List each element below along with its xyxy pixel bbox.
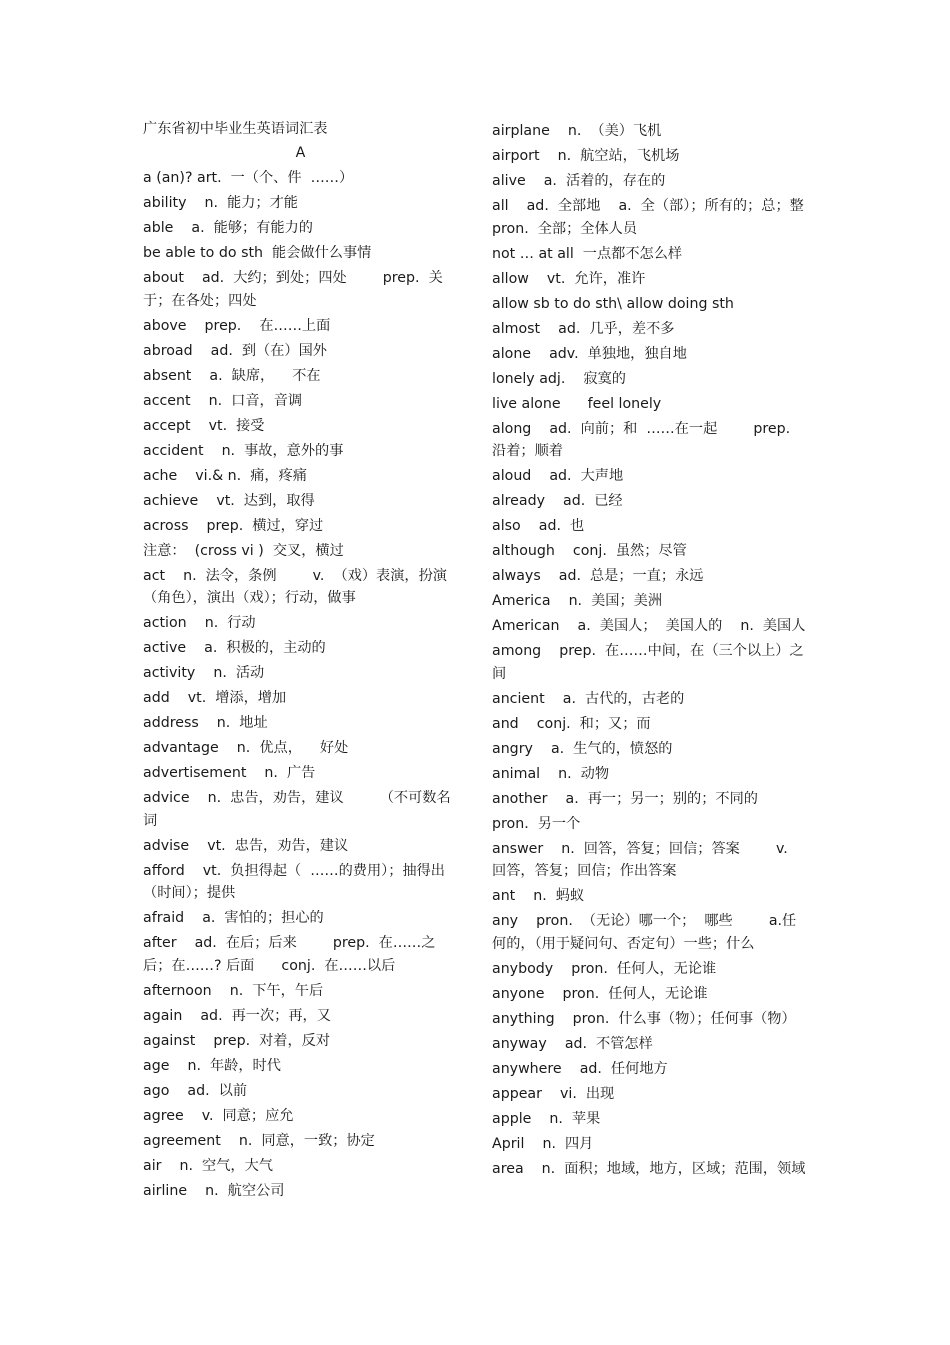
vocab-entry: age n. 年龄，时代 bbox=[143, 1057, 281, 1074]
left-entry-list bbox=[143, 167, 458, 1202]
vocab-entry: afford vt. 负担得起（ ……的费用）；抽得出（时间）；提供 bbox=[143, 862, 445, 901]
vocab-entry: all ad. 全部地 a. 全（部）；所有的；总；整 pron. 全部；全体人员 bbox=[492, 198, 822, 237]
vocab-entry: a (an)? art. 一（个、件 ……） bbox=[143, 170, 354, 186]
vocab-entry: across prep. 横过，穿过 bbox=[143, 517, 324, 534]
vocab-entry: not … at all 一点都不怎么样 bbox=[492, 245, 683, 262]
vocab-entry: again ad. 再一次；再，又 bbox=[143, 1007, 331, 1024]
right-entry-list bbox=[492, 120, 822, 1180]
vocab-entry: airport n. 航空站，飞机场 bbox=[492, 148, 680, 164]
vocab-entry: airline n. 航空公司 bbox=[143, 1182, 285, 1199]
vocab-entry: anywhere ad. 任何地方 bbox=[492, 1060, 668, 1077]
vocab-entry: advertisement n. 广告 bbox=[143, 765, 316, 781]
right-column bbox=[492, 118, 822, 1183]
vocab-entry: animal n. 动物 bbox=[492, 765, 610, 782]
page-title: 广东省初中毕业生英语词汇表 bbox=[143, 121, 328, 137]
vocab-entry: already ad. 已经 bbox=[492, 493, 623, 509]
vocab-entry: ancient a. 古代的，古老的 bbox=[492, 690, 685, 707]
vocab-entry: ago ad. 以前 bbox=[143, 1082, 248, 1099]
vocab-entry: alive a. 活着的，存在的 bbox=[492, 173, 666, 189]
vocab-entry: ache vi.& n. 痛，疼痛 bbox=[143, 467, 307, 484]
vocab-entry: angry a. 生气的，愤怒的 bbox=[492, 740, 673, 757]
vocab-entry: apple n. 苹果 bbox=[492, 1110, 601, 1127]
vocab-entry: about ad. 大约；到处；四处 prep. 关于；在各处；四处 bbox=[143, 270, 443, 309]
vocab-entry: American a. 美国人； 美国人的 n. 美国人 bbox=[492, 618, 806, 634]
vocab-entry: area n. 面积；地域，地方，区域；范围，领域 bbox=[492, 1160, 806, 1177]
vocab-entry: act n. 法令，条例 v. （戏）表演，扮演（角色），演出（戏）；行动，做事 bbox=[143, 567, 447, 606]
vocab-entry: action n. 行动 bbox=[143, 615, 256, 631]
vocab-entry: against prep. 对着，反对 bbox=[143, 1032, 331, 1049]
vocab-entry: address n. 地址 bbox=[143, 715, 268, 731]
vocab-entry: after ad. 在后；后来 prep. 在……之后；在……? 后面 conj. 在……以后 bbox=[143, 935, 436, 974]
vocab-entry: air n. 空气，大气 bbox=[143, 1157, 273, 1174]
vocab-entry: and conj. 和；又；而 bbox=[492, 715, 651, 732]
vocab-entry: active a. 积极的，主动的 bbox=[143, 640, 326, 656]
vocab-entry: be able to do sth 能会做什么事情 bbox=[143, 245, 372, 261]
vocab-entry: although conj. 虽然；尽管 bbox=[492, 543, 687, 559]
vocab-entry: absent a. 缺席， 不在 bbox=[143, 367, 321, 384]
vocab-entry: advantage n. 优点， 好处 bbox=[143, 740, 349, 756]
vocab-entry: almost ad. 几乎，差不多 bbox=[492, 320, 675, 337]
vocab-entry: answer n. 回答，答复；回信；答案 v. 回答，答复；回信；作出答案 bbox=[492, 840, 797, 879]
vocab-entry: anyway ad. 不管怎样 bbox=[492, 1035, 653, 1052]
vocab-entry: able a. 能够；有能力的 bbox=[143, 220, 313, 236]
vocab-entry: always ad. 总是；一直；永远 bbox=[492, 568, 704, 584]
vocab-entry: anyone pron. 任何人，无论谁 bbox=[492, 985, 708, 1002]
vocab-entry: activity n. 活动 bbox=[143, 665, 265, 681]
vocab-entry: agreement n. 同意，一致；协定 bbox=[143, 1132, 375, 1149]
vocab-entry: accent n. 口音，音调 bbox=[143, 392, 303, 409]
vocab-entry: advice n. 忠告，劝告，建议 （不可数名词 bbox=[143, 790, 451, 829]
vocab-entry: above prep. 在……上面 bbox=[143, 317, 331, 334]
vocab-entry: also ad. 也 bbox=[492, 518, 585, 534]
vocab-entry: along ad. 向前；和 ……在一起 prep. 沿着；顺着 bbox=[492, 420, 800, 459]
section-letter: A bbox=[295, 145, 306, 161]
vocab-entry: aloud ad. 大声地 bbox=[492, 468, 624, 484]
vocab-entry: anything pron. 什么事（物）；任何事（物） bbox=[492, 1010, 796, 1027]
vocab-entry: appear vi. 出现 bbox=[492, 1085, 615, 1102]
vocab-entry: allow vt. 允许，准许 bbox=[492, 270, 646, 287]
vocab-entry: live alone feel lonely bbox=[492, 395, 662, 412]
vocab-entry: afternoon n. 下午，午后 bbox=[143, 982, 324, 999]
vocab-entry: America n. 美国；美洲 bbox=[492, 593, 663, 609]
vocab-entry: abroad ad. 到（在）国外 bbox=[143, 342, 327, 359]
vocab-entry: alone adv. 单独地，独自地 bbox=[492, 345, 687, 362]
vocab-entry: 注意： (cross vi ) 交叉，横过 bbox=[143, 542, 344, 559]
vocab-entry: April n. 四月 bbox=[492, 1135, 594, 1152]
vocab-entry: achieve vt. 达到，取得 bbox=[143, 492, 315, 509]
vocab-entry: any pron. （无论）哪一个； 哪些 a.任何的，（用于疑问句、否定句）一些；什么 bbox=[492, 913, 797, 952]
vocab-entry: allow sb to do sth\ allow doing sth bbox=[492, 295, 734, 312]
vocab-entry: accident n. 事故，意外的事 bbox=[143, 442, 344, 459]
vocab-entry: among prep. 在……中间，在（三个以上）之间 bbox=[492, 643, 804, 682]
vocab-entry: ant n. 蚂蚁 bbox=[492, 888, 585, 904]
vocab-entry: pron. 另一个 bbox=[492, 815, 581, 832]
vocab-entry: airplane n. （美）飞机 bbox=[492, 123, 662, 139]
vocab-entry: add vt. 增添，增加 bbox=[143, 690, 287, 706]
vocab-entry: lonely adj. 寂寞的 bbox=[492, 370, 626, 387]
left-column bbox=[143, 118, 458, 1205]
vocab-entry: advise vt. 忠告，劝告，建议 bbox=[143, 837, 349, 854]
vocab-entry: afraid a. 害怕的；担心的 bbox=[143, 910, 324, 926]
vocab-entry: ability n. 能力；才能 bbox=[143, 195, 298, 211]
vocab-entry: another a. 再一；另一；别的；不同的 bbox=[492, 790, 758, 807]
vocab-entry: anybody pron. 任何人，无论谁 bbox=[492, 960, 717, 977]
vocab-entry: agree v. 同意；应允 bbox=[143, 1107, 294, 1124]
vocab-entry: accept vt. 接受 bbox=[143, 417, 265, 434]
